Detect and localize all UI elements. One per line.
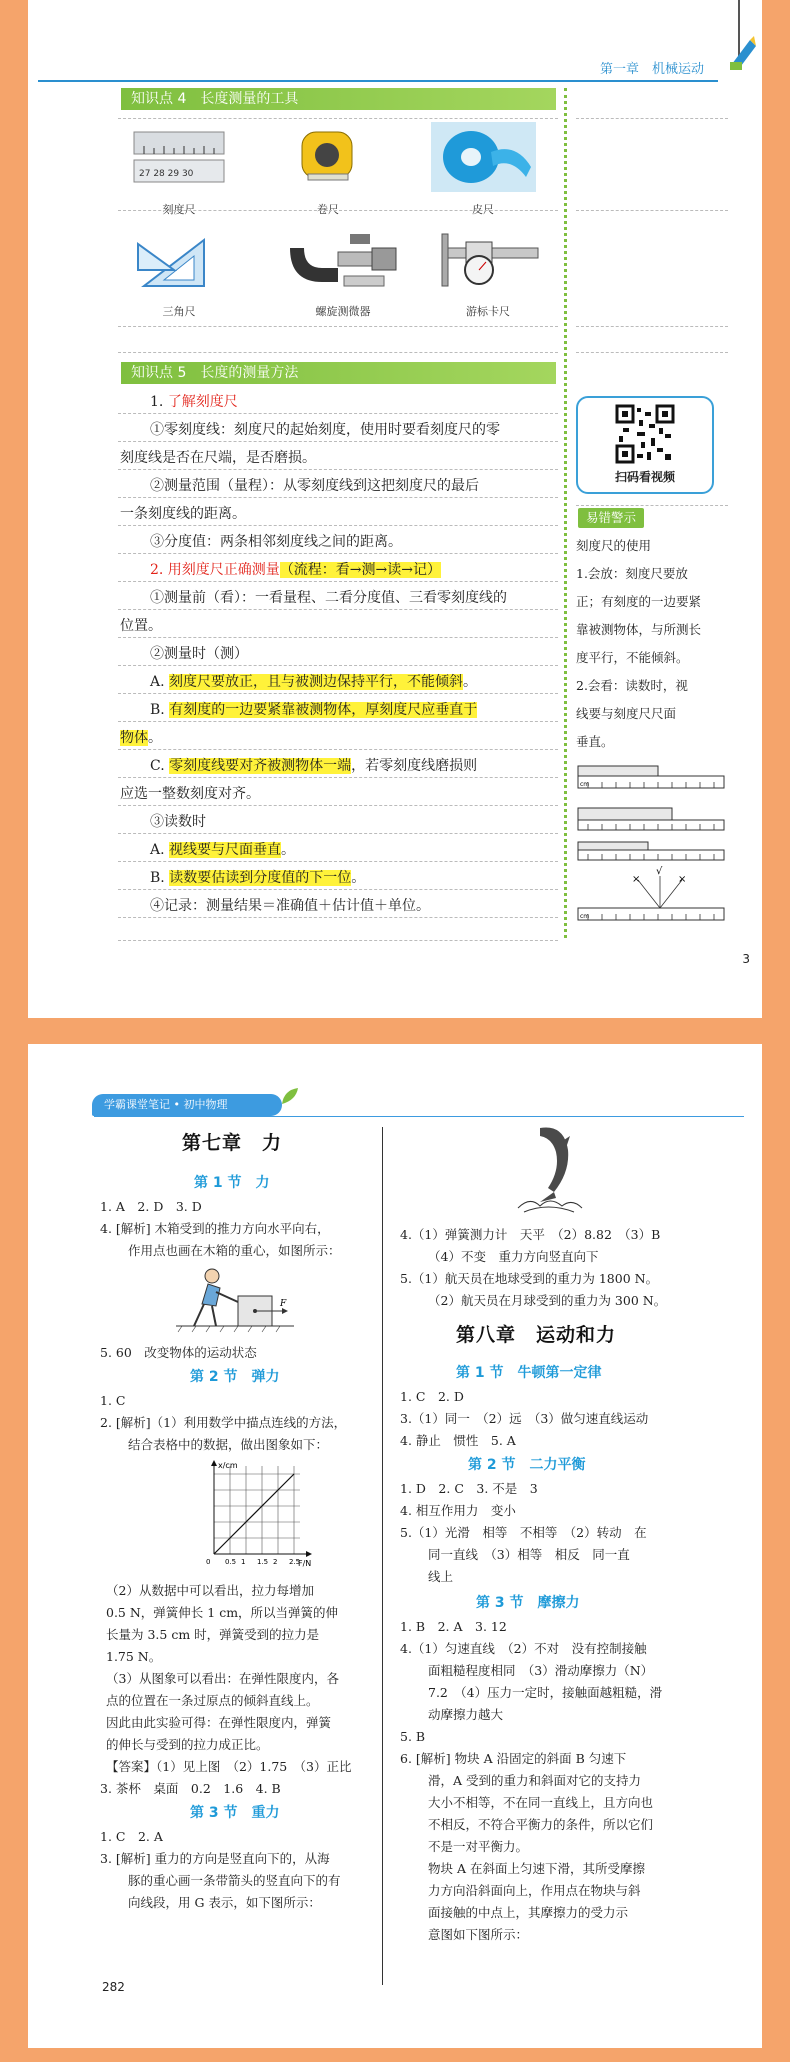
origin-label: 0 (206, 1558, 211, 1566)
wrong-mark: × (632, 874, 641, 885)
warning-line: 正；有刻度的一边要紧 (576, 594, 702, 609)
answer-key: 【答案】（1）见上图 （2）1.75 （3）正比 (106, 1759, 352, 1774)
warning-line: 靠被测物体，与所测长 (576, 622, 702, 637)
tool-label: 螺旋测微器 (315, 305, 371, 318)
knowledge-point-4-title: 知识点 4 长度测量的工具 (131, 91, 299, 107)
answer-line: （2）从数据中可以看出，拉力每增加 (106, 1583, 314, 1598)
leaf-icon (278, 1084, 304, 1106)
y-axis-arrow (211, 1460, 217, 1466)
warning-tag: 易错警示 (578, 508, 644, 528)
answer-line: 的伸长与受到的拉力成正比。 (106, 1737, 269, 1752)
text-line: ①零刻度线：刻度尺的起始刻度，使用时要看刻度尺的零 (150, 422, 500, 438)
answer-line: 点的位置在一条过原点的倾斜直线上。 (106, 1693, 319, 1708)
highlight-line: C. 零刻度线要对齐被测物体一端，若零刻度线磨损则 (150, 758, 478, 774)
answer-line: 意图如下图所示： (428, 1927, 529, 1942)
tool-micrometer (273, 228, 413, 319)
answer-line: 滑，A 受到的重力和斜面对它的支持力 (428, 1773, 642, 1788)
answer-line: 向线段，用 G 表示，如下图所示： (128, 1895, 321, 1910)
textbook-page-3 (28, 0, 762, 1018)
answer-line: 3.（1）同一 （2）远 （3）做匀速直线运动 (400, 1411, 649, 1426)
text-line: ③分度值：两条相邻刻度线之间的距离。 (150, 534, 402, 550)
answer-line: 大小不相等，不在同一直线上，且方向也 (428, 1795, 654, 1810)
knowledge-point-4-bar (121, 88, 556, 110)
qr-code-card[interactable] (576, 396, 714, 494)
answer-line: 因此由此实验可得：在弹性限度内，弹簧 (106, 1715, 332, 1730)
answer-line: （2）航天员在月球受到的重力为 300 N。 (428, 1293, 667, 1308)
x-axis-label: F/N (298, 1559, 312, 1568)
section-heading: 第 3 节 重力 (190, 1805, 280, 1821)
tool-triangle-ruler (124, 230, 234, 319)
answer-line: 结合表格中的数据，做出图象如下： (128, 1437, 329, 1452)
answer-line: 5.（1）光滑 相等 不相等 （2）转动 在 (400, 1525, 647, 1540)
knowledge-point-5-bar (121, 362, 556, 384)
y-axis-label: x/cm (218, 1461, 238, 1470)
pen-icon (728, 34, 758, 72)
spring-chart (192, 1458, 322, 1570)
x-tick-label: 1 (241, 1558, 246, 1566)
section-2-heading: 2. 用刻度尺正确测量（流程：看→测→读→记） (150, 562, 442, 578)
text-line: 位置。 (120, 618, 162, 634)
warning-line: 线要与刻度尺尺面 (576, 706, 677, 721)
section-heading: 第 1 节 牛顿第一定律 (456, 1365, 602, 1381)
answer-line: 不相反，不符合平衡力的条件，所以它们 (428, 1817, 654, 1832)
section-heading: 第 2 节 弹力 (190, 1369, 280, 1385)
answer-line: 1. B 2. A 3. 12 (400, 1619, 507, 1634)
answer-line: 4. [解析] 木箱受到的推力方向水平向右， (100, 1221, 330, 1236)
ruler-usage-illustration (576, 760, 726, 938)
text-line: 应选一整数刻度对齐。 (120, 786, 260, 802)
text-line: ③读数时 (150, 814, 206, 830)
cloth-tape-image (431, 122, 536, 192)
chapter-7-title: 第七章 力 (182, 1132, 283, 1154)
answer-line: 4. 静止 惯性 5. A (400, 1433, 516, 1448)
tool-vernier-caliper (433, 228, 543, 319)
answer-line: 1. C 2. A (100, 1829, 163, 1844)
micrometer-image (278, 228, 408, 294)
answer-line: 1.75 N。 (106, 1649, 162, 1664)
highlight-line: A. 刻度尺要放正，且与被测边保持平行，不能倾斜。 (150, 674, 478, 690)
answer-line: 4.（1）匀速直线 （2）不对 没有控制接触 (400, 1641, 647, 1656)
answer-line: 长量为 3.5 cm 时，弹簧受到的拉力是 (106, 1627, 320, 1642)
answer-line: 4.（1）弹簧测力计 天平 （2）8.82 （3）B (400, 1227, 661, 1242)
answer-line: 豚的重心画一条带箭头的竖直向下的有 (128, 1873, 341, 1888)
x-axis-arrow (306, 1551, 312, 1557)
answer-line: 7.2 （4）压力一定时，接触面越粗糙，滑 (428, 1685, 663, 1700)
highlight-line: B. 读数要估读到分度值的下一位。 (150, 870, 366, 886)
highlight-line: B. 有刻度的一边要紧靠被测物体，厚刻度尺应垂直于 (150, 702, 478, 718)
page-number: 3 (742, 952, 750, 966)
answer-line: 线上 (428, 1569, 454, 1584)
tool-label: 刻度尺 (162, 203, 196, 216)
wrong-mark: × (678, 874, 687, 885)
text-line: ④记录：测量结果＝准确值＋估计值＋单位。 (150, 898, 430, 914)
dolphin-figure (510, 1122, 588, 1216)
book-series-header: 学霸课堂笔记 • 初中物理 (92, 1094, 282, 1116)
answer-line: 不是一对平衡力。 (428, 1839, 529, 1854)
answer-line: 6. [解析] 物块 A 沿固定的斜面 B 匀速下 (400, 1751, 627, 1766)
answer-line: 作用点也画在木箱的重心，如图所示： (128, 1243, 341, 1258)
header-rule (38, 80, 718, 82)
chapter-header: 第一章 机械运动 (599, 62, 704, 77)
section-heading: 第 1 节 力 (194, 1175, 270, 1191)
ruler-digits: 27 28 29 30 (139, 169, 194, 179)
tool-label: 三角尺 (162, 305, 196, 318)
warning-line: 刻度尺的使用 (576, 538, 652, 553)
warning-line: 2.会看：读数时，视 (576, 678, 688, 693)
answer-line: 1. A 2. D 3. D (100, 1199, 202, 1214)
tool-label: 游标卡尺 (466, 305, 510, 318)
answer-line: 1. C (100, 1393, 126, 1408)
answer-line: 1. C 2. D (400, 1389, 464, 1404)
answer-line: 3. 茶杯 桌面 0.2 1.6 4. B (100, 1781, 281, 1796)
answer-line: （4）不变 重力方向竖直向下 (428, 1249, 599, 1264)
steel-ruler-image (129, 122, 229, 192)
vernier-caliper-image (436, 228, 541, 294)
x-tick-label: 1.5 (257, 1558, 269, 1566)
tool-tape-measure (273, 122, 383, 217)
textbook-page-282 (28, 1044, 762, 2048)
answer-line: 3. [解析] 重力的方向是竖直向下的，从海 (100, 1851, 330, 1866)
answer-line: 面粗糙程度相同 （3）滑动摩擦力（N） (428, 1663, 654, 1678)
tape-measure-image (288, 122, 368, 192)
answer-line: 同一直线 （3）相等 相反 同一直 (428, 1547, 630, 1562)
qr-code-icon (615, 404, 675, 464)
section-heading: 第 3 节 摩擦力 (476, 1595, 580, 1611)
answer-line: 2. [解析]（1）利用数学中描点连线的方法， (100, 1415, 347, 1430)
text-line: ①测量前（看）：一看量程、二看分度值、三看零刻度线的 (150, 590, 507, 606)
column-divider (382, 1127, 383, 1985)
ruler-unit-label: cm (580, 913, 590, 920)
force-label: F (280, 1299, 287, 1309)
answer-line: 0.5 N，弹簧伸长 1 cm，所以当弹簧的伸 (106, 1605, 339, 1620)
series-line (214, 1474, 294, 1554)
x-tick-label: 2.5 (289, 1558, 301, 1566)
answer-line: 5. 60 改变物体的运动状态 (100, 1345, 257, 1360)
warning-line: 1.会放：刻度尺要放 (576, 566, 688, 581)
tool-label: 卷尺 (317, 203, 339, 216)
text-line: 一条刻度线的距离。 (120, 506, 246, 522)
triangle-ruler-image (134, 230, 224, 294)
answer-line: 物块 A 在斜面上匀速下滑，其所受摩擦 (428, 1861, 645, 1876)
highlight-line: 物体。 (120, 730, 162, 746)
page-number: 282 (102, 1980, 125, 1994)
answer-line: 面接触的中点上，其摩擦力的受力示 (428, 1905, 629, 1920)
answer-line: 1. D 2. C 3. 不是 3 (400, 1481, 538, 1496)
answer-line: 4. 相互作用力 变小 (400, 1503, 516, 1518)
warning-line: 度平行，不能倾斜。 (576, 650, 689, 665)
warning-line: 垂直。 (576, 734, 614, 749)
answer-line: 力方向沿斜面向上，作用点在物块与斜 (428, 1883, 641, 1898)
qr-label: 扫码看视频 (614, 470, 675, 484)
answer-line: 动摩擦力越大 (428, 1707, 504, 1722)
text-line: 刻度线是否在尺端，是否磨损。 (120, 450, 316, 466)
text-line: ②测量时（测） (150, 646, 248, 662)
right-mark: √ (656, 866, 663, 877)
highlight-line: A. 视线要与尺面垂直。 (150, 842, 296, 858)
tool-cloth-tape (428, 122, 538, 217)
knowledge-point-5-title: 知识点 5 长度的测量方法 (131, 365, 299, 381)
x-tick-label: 0.5 (225, 1558, 237, 1566)
push-box-figure (176, 1266, 296, 1334)
answer-line: （3）从图象可以看出：在弹性限度内，各 (106, 1671, 339, 1686)
section-1-heading: 1. 了解刻度尺 (150, 394, 238, 410)
column-divider (564, 88, 567, 938)
section-heading: 第 2 节 二力平衡 (468, 1457, 586, 1473)
answer-line: 5. B (400, 1729, 426, 1744)
x-tick-label: 2 (273, 1558, 278, 1566)
tool-steel-ruler (124, 122, 234, 217)
chapter-8-title: 第八章 运动和力 (456, 1324, 617, 1346)
text-line: ②测量范围（量程）：从零刻度线到这把刻度尺的最后 (150, 478, 479, 494)
answer-line: 5.（1）航天员在地球受到的重力为 1800 N。 (400, 1271, 659, 1286)
ruler-unit-label: cm (580, 781, 590, 788)
tool-label: 皮尺 (472, 203, 494, 216)
header-rule (94, 1116, 744, 1117)
